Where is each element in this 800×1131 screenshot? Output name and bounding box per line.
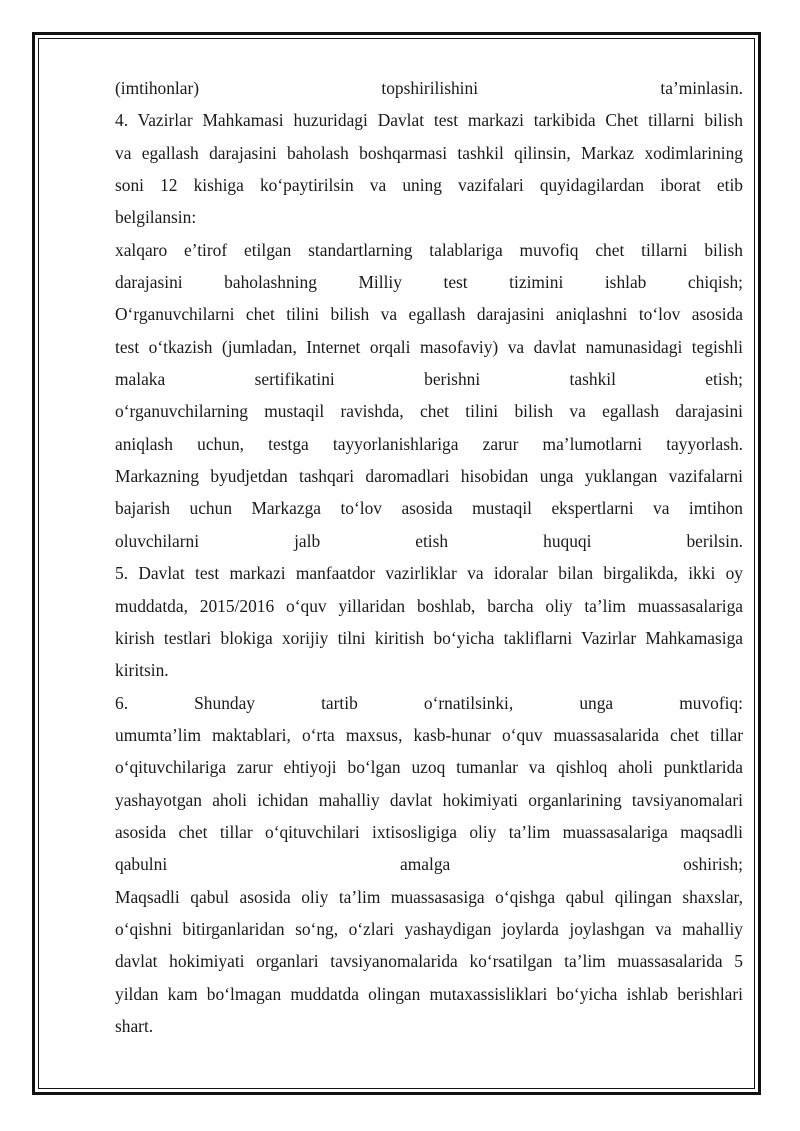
document-line: oʻrganuvchilarning mustaqil ravishda, chet tilini bilish va egallash darajasini	[115, 401, 743, 422]
document-line: 5. Davlat test markazi manfaatdor vazirliklar va idoralar bilan birgalikda, ikki oy	[115, 563, 743, 584]
document-line: bajarish uchun Markazga toʻlov asosida mustaqil ekspertlarni va imtihon	[115, 498, 743, 519]
document-line: Oʻrganuvchilarni chet tilini bilish va egallash darajasini aniqlashni toʻlov asosida	[115, 304, 743, 325]
document-line: yildan kam boʻlmagan muddatda olingan mutaxassisliklari boʻyicha ishlab berishlari	[115, 983, 743, 1004]
document-line: kiritsin.	[115, 660, 169, 681]
document-line: kirish testlari blokiga xorijiy tilni kiritish boʻyicha takliflarni Vazirlar Mahkamasiga	[115, 627, 743, 648]
document-line: yashayotgan aholi ichidan mahalliy davlat hokimiyati organlarining tavsiyanomalari	[115, 789, 743, 810]
document-line: davlat hokimiyati organlari tavsiyanomalarida koʻrsatilgan ta’lim muassasalarida 5	[115, 951, 743, 972]
document-line: darajasini baholashning Milliy test tizimini ishlab chiqish;	[115, 272, 743, 293]
document-line: (imtihonlar) topshirilishini ta’minlasin.	[115, 78, 743, 98]
document-line: Markazning byudjetdan tashqari daromadlari hisobidan unga yuklangan vazifalarni	[115, 466, 743, 487]
document-line: oʻqituvchilariga zarur ehtiyoji boʻlgan uzoq tumanlar va qishloq aholi punktlarida	[115, 757, 743, 778]
document-line: soni 12 kishiga koʻpaytirilsin va uning vazifalari quyidagilardan iborat etib	[115, 175, 743, 196]
document-line: oluvchilarni jalb etish huquqi berilsin.	[115, 530, 743, 551]
document-line: 4. Vazirlar Mahkamasi huzuridagi Davlat test markazi tarkibida Chet tillarni bilish	[115, 110, 743, 131]
document-line: muddatda, 2015/2016 oʻquv yillaridan boshlab, barcha oliy ta’lim muassasalariga	[115, 595, 743, 616]
document-line: asosida chet tillar oʻqituvchilari ixtisosligiga oliy ta’lim muassasalariga maqsadli	[115, 821, 743, 842]
document-line: 6. Shunday tartib oʻrnatilsinki, unga muvofiq:	[115, 692, 743, 713]
document-line: test oʻtkazish (jumladan, Internet orqali masofaviy) va davlat namunasidagi tegishli	[115, 336, 743, 357]
document-line: va egallash darajasini baholash boshqarmasi tashkil qilinsin, Markaz xodimlarining	[115, 142, 743, 163]
document-line: umumta’lim maktablari, oʻrta maxsus, kasb-hunar oʻquv muassasalarida chet tillar	[115, 724, 743, 745]
document-line: aniqlash uchun, testga tayyorlanishlariga zarur ma’lumotlarni tayyorlash.	[115, 433, 743, 454]
document-line: xalqaro e’tirof etilgan standartlarning talablariga muvofiq chet tillarni bilish	[115, 239, 743, 260]
document-line: shart.	[115, 1015, 154, 1036]
document-line: oʻqishni bitirganlaridan soʻng, oʻzlari yashaydigan joylarda joylashgan va mahalliy	[115, 918, 743, 939]
document-line: malaka sertifikatini berishni tashkil etish;	[115, 369, 743, 390]
document-line: belgilansin:	[115, 207, 197, 228]
document-line: Maqsadli qabul asosida oliy ta’lim muassasasiga oʻqishga qabul qilingan shaxslar,	[115, 886, 743, 907]
document-line: qabulni amalga oshirish;	[115, 854, 743, 875]
document-body	[115, 72, 743, 1042]
